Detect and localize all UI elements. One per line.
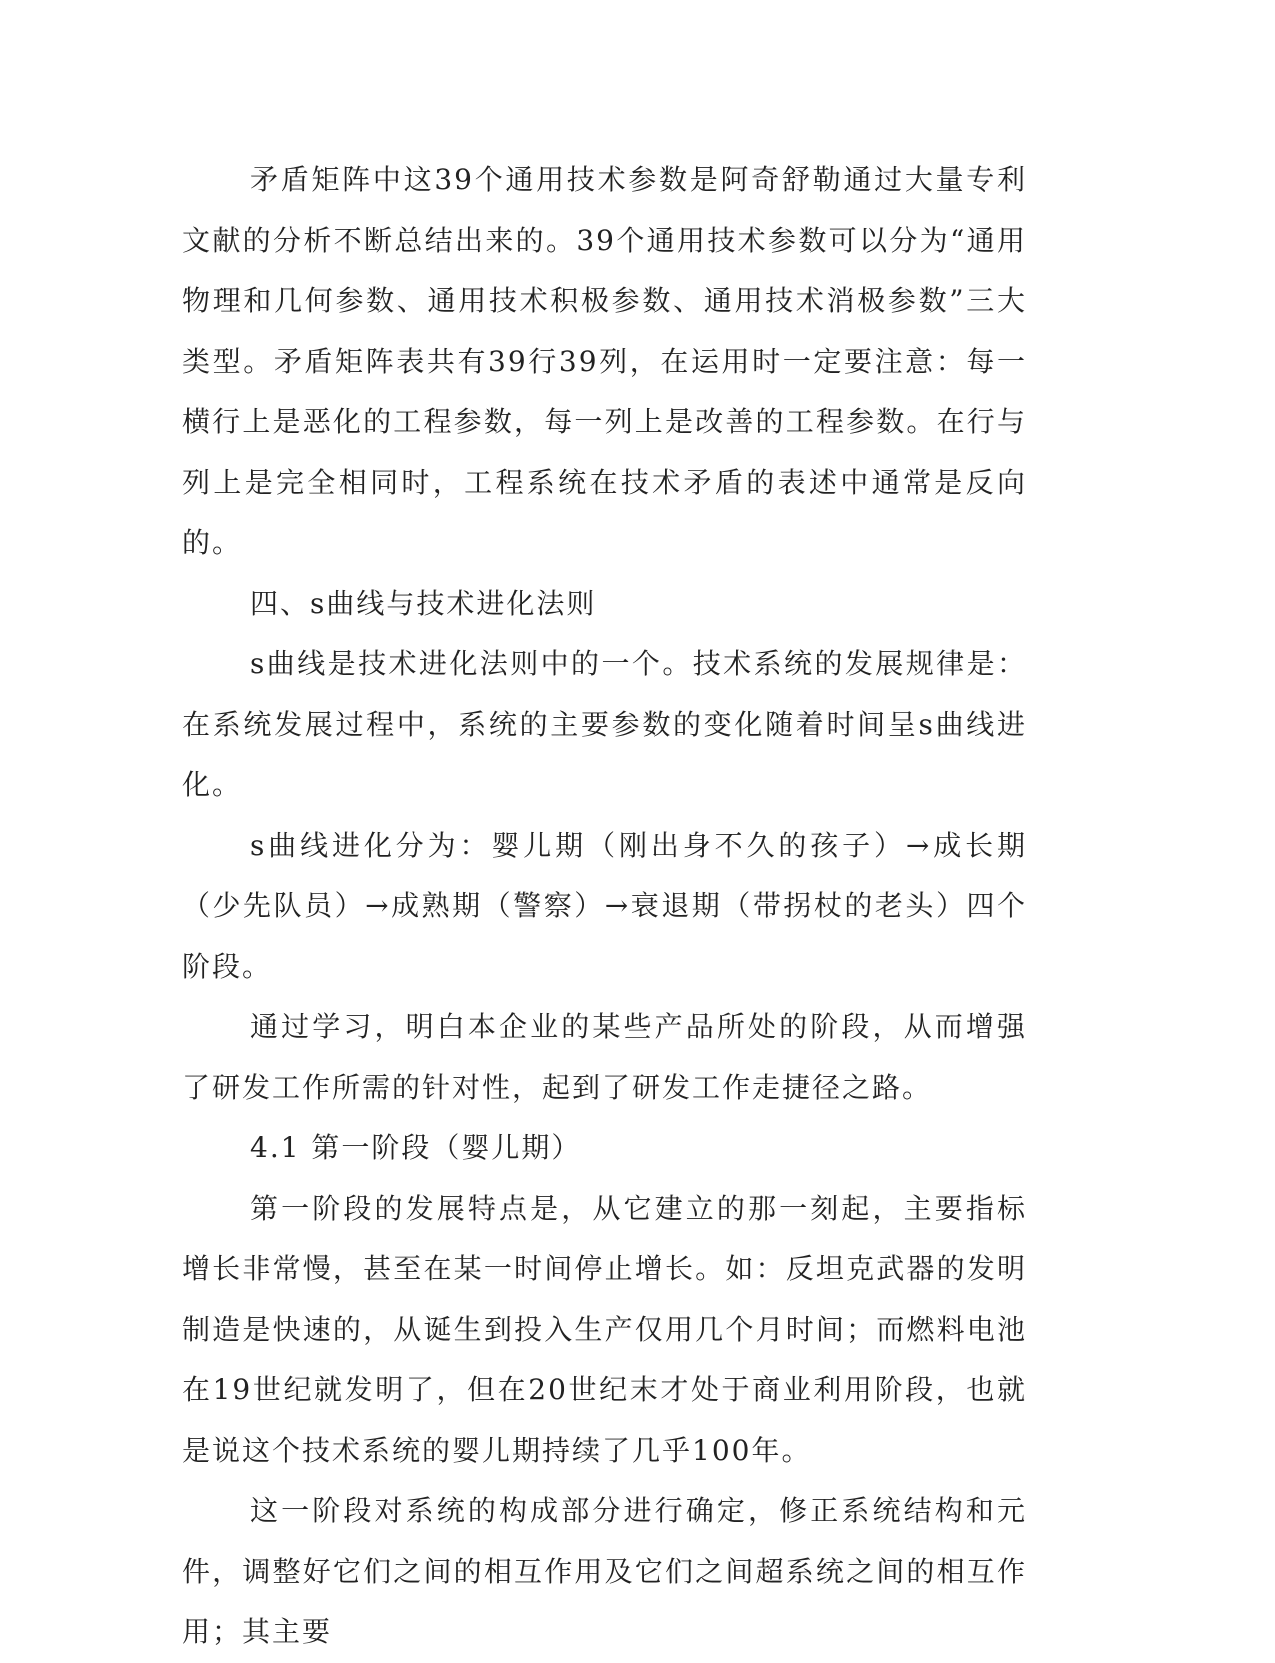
paragraph-learning-benefit: 通过学习，明白本企业的某些产品所处的阶段，从而增强了研发工作所需的针对性，起到了研发工作走捷径之路。 [182,1010,1027,1104]
paragraph-contradiction-matrix: 矛盾矩阵中这39个通用技术参数是阿奇舒勒通过大量专利文献的分析不断总结出来的。39个通用技术参数可以分为“通用物理和几何参数、通用技术积极参数、通用技术消极参数”三大类型。矛盾矩阵表共有39行39列，在运用时一定要注意：每一横行上是恶化的工程参数，每一列上是改善的工程参数。在行与列上是完全相同时，工程系统在技术矛盾的表述中通常是反向的。 [182,163,1027,559]
paragraph-stage-one-structure: 这一阶段对系统的构成部分进行确定，修正系统结构和元件，调整好它们之间的相互作用及它们之间超系统之间的相互作用；其主要 [182,1494,1027,1648]
document-page [182,150,1027,1663]
subsection-heading-stage-one: 4.1 第一阶段（婴儿期） [250,1131,582,1164]
section-heading-s-curve: 四、s曲线与技术进化法则 [250,586,597,620]
paragraph-stage-one-features: 第一阶段的发展特点是，从它建立的那一刻起，主要指标增长非常慢，甚至在某一时间停止增长。如：反坦克武器的发明制造是快速的，从诞生到投入生产仅用几个月时间；而燃料电池在19世纪就发明了，但在20世纪末才处于商业利用阶段，也就是说这个技术系统的婴儿期持续了几乎100年。 [182,1191,1027,1467]
paragraph-s-curve-stages: s曲线进化分为：婴儿期（刚出身不久的孩子）→成长期（少先队员）→成熟期（警察）→衰退期（带拐杖的老头）四个阶段。 [182,828,1027,983]
paragraph-s-curve-intro: s曲线是技术进化法则中的一个。技术系统的发展规律是：在系统发展过程中，系统的主要参数的变化随着时间呈s曲线进化。 [182,647,1027,801]
